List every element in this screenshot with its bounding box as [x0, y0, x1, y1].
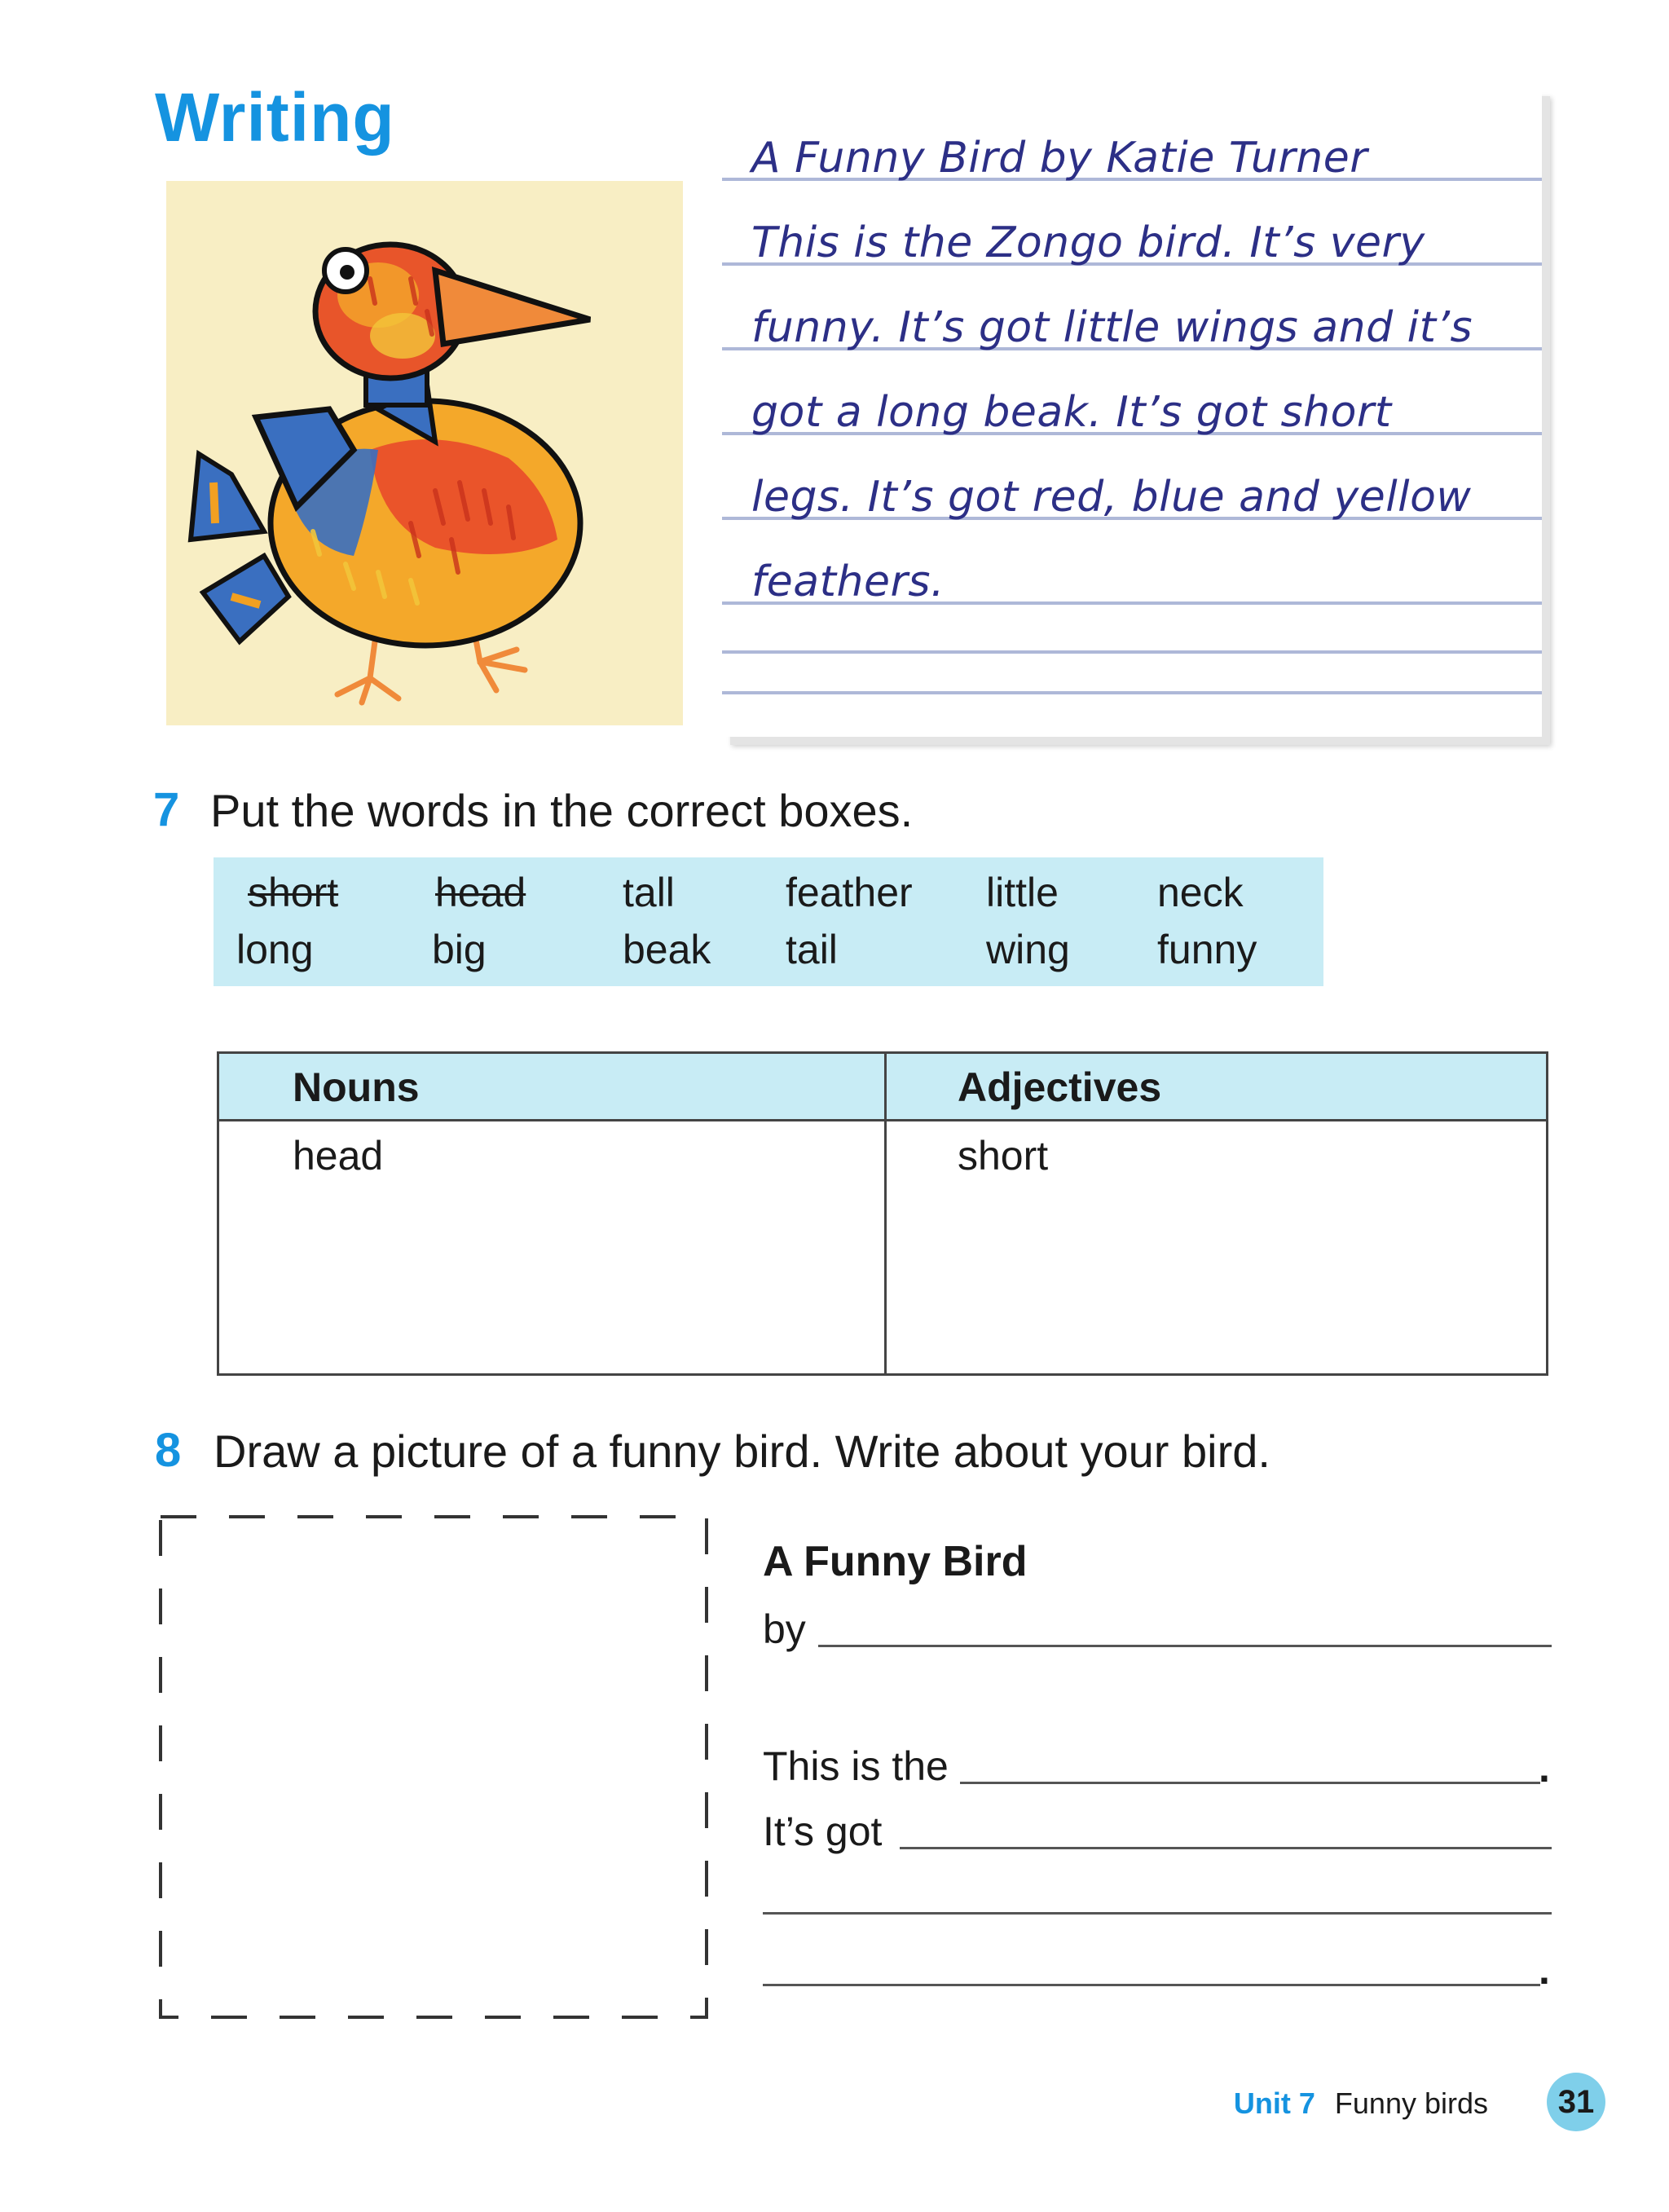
- exercise-8-instruction: Draw a picture of a funny bird. Write about your bird.: [214, 1425, 1270, 1477]
- paper-line: [722, 650, 1542, 654]
- word-little: little: [986, 870, 1059, 915]
- paper-line: [722, 691, 1542, 694]
- nouns-adjectives-table: [217, 1051, 1548, 1376]
- drawing-area[interactable]: [158, 1514, 709, 2020]
- word-beak: beak: [623, 927, 711, 972]
- exercise-8-number: 8: [155, 1424, 182, 1477]
- form-title: A Funny Bird: [763, 1538, 1028, 1585]
- word-head: head: [435, 870, 526, 915]
- period-2: .: [1539, 1947, 1550, 1993]
- model-text-line: legs. It’s got red, blue and yellow: [751, 473, 1472, 522]
- adjectives-answer-cell[interactable]: [887, 1121, 1546, 1373]
- model-text-line: funny. It’s got little wings and it’s: [751, 303, 1473, 352]
- page-footer: [1234, 2086, 1488, 2121]
- word-funny: funny: [1157, 927, 1257, 972]
- exercise-7-number: 7: [153, 783, 180, 836]
- unit-label: Unit 7: [1233, 2086, 1315, 2120]
- bird-name-write-line[interactable]: [960, 1782, 1540, 1784]
- model-text-line: A Funny Bird by Katie Turner: [751, 134, 1368, 183]
- model-text-line: feathers.: [751, 557, 945, 606]
- word-tail: tail: [786, 927, 838, 972]
- nouns-example: head: [293, 1133, 384, 1179]
- by-label: by: [763, 1606, 806, 1652]
- section-title: Writing: [155, 79, 395, 156]
- word-wing: wing: [986, 927, 1070, 972]
- adjectives-header: Adjectives: [958, 1064, 1162, 1110]
- word-box: [214, 857, 1323, 986]
- its-got-label: It’s got: [763, 1809, 883, 1854]
- author-write-line[interactable]: [818, 1645, 1552, 1647]
- page-number: 31: [1547, 2073, 1605, 2131]
- word-short: short: [248, 870, 339, 915]
- bird-illustration: [166, 181, 683, 725]
- adjectives-example: short: [958, 1133, 1049, 1179]
- its-got-write-line[interactable]: [900, 1847, 1552, 1849]
- exercise-7-instruction: Put the words in the correct boxes.: [210, 785, 914, 836]
- unit-topic: Funny birds: [1334, 2086, 1488, 2120]
- period-1: .: [1539, 1745, 1550, 1791]
- nouns-header: Nouns: [293, 1064, 420, 1110]
- nouns-answer-cell[interactable]: [219, 1121, 879, 1373]
- model-text-paper: [722, 88, 1542, 737]
- extra-write-line[interactable]: [763, 1984, 1540, 1986]
- word-tall: tall: [623, 870, 675, 915]
- extra-write-line[interactable]: [763, 1912, 1552, 1915]
- word-big: big: [432, 927, 487, 972]
- model-text-line: This is the Zongo bird. It’s very: [751, 218, 1425, 267]
- word-long: long: [236, 927, 314, 972]
- word-neck: neck: [1157, 870, 1244, 915]
- this-is-the-label: This is the: [763, 1743, 949, 1789]
- model-text-line: got a long beak. It’s got short: [751, 388, 1392, 437]
- word-feather: feather: [786, 870, 913, 915]
